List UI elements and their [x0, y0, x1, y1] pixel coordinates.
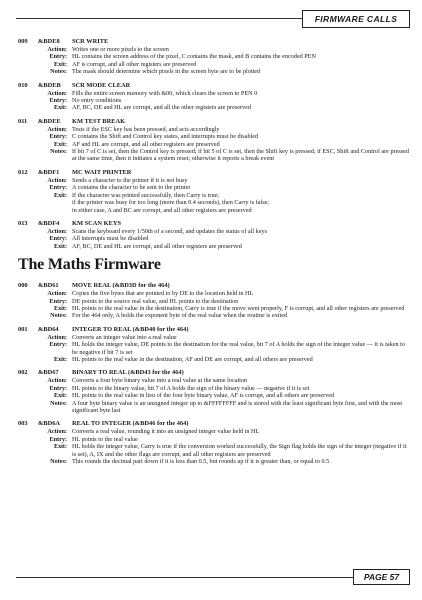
row-text-line: AF, BC, DE and HL are corrupt, and all other registers are preserved [72, 242, 242, 250]
row-text-line: in either case, A and BC are corrupt, and all other registers are preserved [72, 206, 252, 214]
entry-row [18, 436, 410, 443]
row-label: Notes: [50, 458, 67, 466]
entry-name: REAL TO INTEGER (&BD46 for the 464) [72, 420, 189, 428]
row-text-line: This rounds the decimal part down if it is less than 0.5, but rounds up if it is greater than, or equal to 0.5 [72, 458, 330, 466]
entry-row [18, 356, 410, 363]
entry-row [18, 235, 410, 242]
entry-row [18, 290, 410, 297]
row-text-line: HL points to the real value in the destination, AF and DE are corrupt, and all others are preserved [72, 355, 313, 363]
entry-address: &BD67 [38, 369, 59, 377]
entry-address: &BD6A [38, 420, 61, 428]
entry-row [18, 61, 410, 68]
row-label: Notes: [50, 68, 67, 76]
row-text [72, 68, 410, 75]
row-text [72, 46, 410, 53]
entry-row [18, 458, 410, 465]
row-text-line: If the character was printed successfully, then Carry is true; [72, 191, 220, 199]
row-text-line: HL points to the real value [72, 435, 138, 443]
row-text [72, 341, 410, 356]
row-label: Exit: [53, 304, 67, 312]
entry-row [18, 428, 410, 435]
firmware-entry [18, 220, 410, 250]
row-text-line: Converts a real value, rounding it into an unsigned integer value held in HL [72, 428, 260, 436]
entry-number: 002 [18, 369, 28, 377]
entry-row [18, 400, 410, 415]
row-text [72, 243, 410, 250]
entry-row [18, 104, 410, 111]
row-text-line: Sends a character to the printer if it is not busy [72, 176, 188, 184]
row-label: Action: [47, 89, 67, 97]
section-title: The Maths Firmware [18, 256, 161, 274]
entry-name: INTEGER TO REAL (&BD40 for the 464) [72, 325, 189, 333]
row-text [72, 133, 410, 140]
firmware-entry [18, 38, 410, 76]
row-label: Action: [47, 125, 67, 133]
row-text [72, 235, 410, 242]
row-label: Action: [47, 428, 67, 436]
row-text [72, 458, 410, 465]
entry-row [18, 228, 410, 235]
entry-row [18, 97, 410, 104]
firmware-entry [18, 326, 410, 364]
entry-row [18, 148, 410, 163]
entry-number: 012 [18, 168, 28, 176]
row-text-line: HL contains the screen address of the pixel, C contains the mask, and B contains the encoded PEN [72, 53, 316, 61]
row-text-line: Converts an integer value into a real value [72, 333, 177, 341]
row-label: Entry: [49, 435, 67, 443]
entry-row [18, 243, 410, 250]
row-text-line: The mask should determine which pixels in the screen byte are to be plotted [72, 68, 261, 76]
entry-title [18, 220, 410, 228]
entry-title [18, 82, 410, 90]
entry-row [18, 184, 410, 191]
row-text [72, 428, 410, 435]
entry-row [18, 334, 410, 341]
row-text-line: HL holds the integer value, Carry is true if the conversion worked successfully, the Sign flag holds the sign of the integer (negative if it is set), A, IX and the other flags are corrupt, and all other registers are preserved [72, 443, 407, 458]
entry-row [18, 443, 410, 458]
row-label: Entry: [49, 97, 67, 105]
entry-title [18, 282, 410, 290]
row-text [72, 377, 410, 384]
row-text-line: HL points to the real value in the destination, Carry is true if the move went properly, F is corrupt, and all other registers are preserved [72, 304, 405, 312]
row-text [72, 141, 410, 148]
row-label: Exit: [53, 242, 67, 250]
entry-row [18, 385, 410, 392]
row-text-line: AF is corrupt, and all other registers are preserved [72, 60, 197, 68]
entry-row [18, 177, 410, 184]
row-text-line: AF, BC, DE and HL are corrupt, and all the other registers are preserved [72, 104, 251, 112]
firmware-entry [18, 420, 410, 465]
row-text-line: Converts a four byte binary value into a real value at the same location [72, 377, 248, 385]
entry-address: &BDF4 [38, 219, 60, 227]
row-label: Entry: [49, 235, 67, 243]
entry-number: 001 [18, 325, 28, 333]
row-text-line: A four byte binary value is an unsigned integer up to &FFFFFFFF and is stored with the least significant byte first, and with the most significant byte last [72, 399, 403, 414]
row-text-line: C contains the Shift and Control key states, and interrupts must be disabled [72, 133, 259, 141]
entry-number: 003 [18, 420, 28, 428]
row-text [72, 228, 410, 235]
row-text [72, 356, 410, 363]
row-label: Exit: [53, 392, 67, 400]
row-text-line: HL points to the binary value, bit 7 of A holds the sign of the binary value — negative if it is set [72, 384, 310, 392]
entry-name: BINARY TO REAL (&BD43 for the 464) [72, 369, 184, 377]
row-label: Entry: [49, 133, 67, 141]
entry-row [18, 46, 410, 53]
row-label: Entry: [49, 297, 67, 305]
row-label: Notes: [50, 399, 67, 407]
row-label: Exit: [53, 140, 67, 148]
entry-number: 011 [18, 117, 28, 125]
entry-title [18, 326, 410, 334]
row-text-line: If bit 7 of C is set, then the Control key is pressed; if bit 5 of C is set, then the Shift key is pressed; if ESC, Shift and Control are pressed at the same time, then it initiates a system reset; otherwise it reports a break event [72, 148, 410, 163]
entry-address: &BDEE [38, 117, 61, 125]
row-text [72, 148, 410, 163]
entry-title [18, 420, 410, 428]
row-label: Entry: [49, 184, 67, 192]
footer-rule [16, 577, 353, 578]
row-text-line: AF and HL are corrupt, and all other registers are preserved [72, 140, 220, 148]
entry-address: &BD61 [38, 282, 59, 290]
row-label: Action: [47, 176, 67, 184]
page-content [18, 38, 410, 471]
entry-row [18, 305, 410, 312]
firmware-calls-list [18, 38, 410, 250]
row-label: Action: [47, 227, 67, 235]
entry-name: SCR MODE CLEAR [72, 81, 131, 89]
row-text [72, 104, 410, 111]
row-text [72, 305, 410, 312]
row-label: Action: [47, 333, 67, 341]
row-text [72, 97, 410, 104]
page-number: PAGE 57 [353, 569, 410, 585]
row-text [72, 192, 410, 214]
entry-row [18, 312, 410, 319]
row-label: Entry: [49, 384, 67, 392]
row-label: Action: [47, 290, 67, 298]
entry-row [18, 126, 410, 133]
entry-title [18, 118, 410, 126]
entry-title [18, 38, 410, 46]
entry-row [18, 192, 410, 214]
entry-address: &BDEB [38, 81, 61, 89]
firmware-entry [18, 118, 410, 163]
row-text-line: if the printer was busy for too long (more than 0.4 seconds), then Carry is false; [72, 199, 270, 207]
row-label: Exit: [53, 355, 67, 363]
row-text [72, 126, 410, 133]
row-label: Exit: [53, 60, 67, 68]
row-text-line: Fills the entire screen memory with &00, which clears the screen to PEN 0 [72, 89, 258, 97]
row-text [72, 385, 410, 392]
entry-name: MC WAIT PRINTER [72, 168, 132, 176]
row-text-line: Writes one or more pixels to the screen [72, 46, 169, 53]
row-text-line: All interrupts must be disabled [72, 235, 149, 243]
row-label: Exit: [53, 191, 67, 199]
entry-number: 010 [18, 81, 28, 89]
entry-address: &BD64 [38, 325, 59, 333]
entry-address: &BDF1 [38, 168, 60, 176]
entry-name: SCR WRITE [72, 38, 109, 45]
row-text-line: Copies the five bytes that are pointed to by DE to the location held in HL [72, 290, 254, 298]
entry-name: KM SCAN KEYS [72, 219, 122, 227]
row-text-line: HL holds the integer value, DE points to the destination for the real value, bit 7 of A holds the sign of the integer value — it is taken to be negative if bit 7 is set [72, 341, 405, 356]
row-text-line: Tests if the ESC key has been pressed, and acts accordingly [72, 125, 220, 133]
row-label: Entry: [49, 341, 67, 349]
row-text [72, 298, 410, 305]
row-text-line: No entry conditions [72, 97, 122, 105]
row-text [72, 436, 410, 443]
row-text [72, 177, 410, 184]
firmware-entry [18, 169, 410, 214]
row-text [72, 400, 410, 415]
row-text [72, 61, 410, 68]
row-label: Entry: [49, 53, 67, 61]
entry-address: &BDE8 [38, 38, 60, 45]
row-text [72, 312, 410, 319]
entry-row [18, 90, 410, 97]
row-label: Exit: [53, 104, 67, 112]
entry-title [18, 369, 410, 377]
firmware-entry [18, 369, 410, 414]
row-label: Exit: [53, 443, 67, 451]
row-text [72, 53, 410, 60]
row-text [72, 184, 410, 191]
row-text [72, 334, 410, 341]
entry-number: 000 [18, 282, 28, 290]
entry-number: 013 [18, 219, 28, 227]
row-label: Action: [47, 46, 67, 53]
row-text [72, 90, 410, 97]
row-text-line: A contains the character to be sent to the printer [72, 184, 191, 192]
entry-row [18, 377, 410, 384]
row-text-line: Scans the keyboard every 1/50th of a second, and updates the status of all keys [72, 227, 268, 235]
row-label: Notes: [50, 312, 67, 320]
entry-row [18, 133, 410, 140]
row-text [72, 443, 410, 458]
header-rule [16, 18, 302, 19]
entry-row [18, 141, 410, 148]
row-label: Notes: [50, 148, 67, 156]
entry-name: KM TEST BREAK [72, 117, 126, 125]
entry-row [18, 53, 410, 60]
row-text-line: HL points to the real value in lieu of the four byte binary value, AF is corrupt, and all others are preserved [72, 392, 335, 400]
entry-row [18, 298, 410, 305]
row-text [72, 392, 410, 399]
row-text [72, 290, 410, 297]
firmware-entry [18, 82, 410, 112]
entry-row [18, 68, 410, 75]
row-label: Action: [47, 377, 67, 385]
entry-row [18, 341, 410, 356]
row-text-line: For the 464 only, A holds the exponent byte of the real value when the routine is exited [72, 312, 288, 320]
entry-name: MOVE REAL (&BD3D for the 464) [72, 282, 170, 290]
row-text-line: DE points to the source real value, and HL points to the destination [72, 297, 239, 305]
maths-firmware-list [18, 282, 410, 465]
entry-title [18, 169, 410, 177]
entry-number: 009 [18, 38, 28, 45]
firmware-entry [18, 282, 410, 320]
entry-row [18, 392, 410, 399]
chapter-header: FIRMWARE CALLS [302, 10, 410, 28]
